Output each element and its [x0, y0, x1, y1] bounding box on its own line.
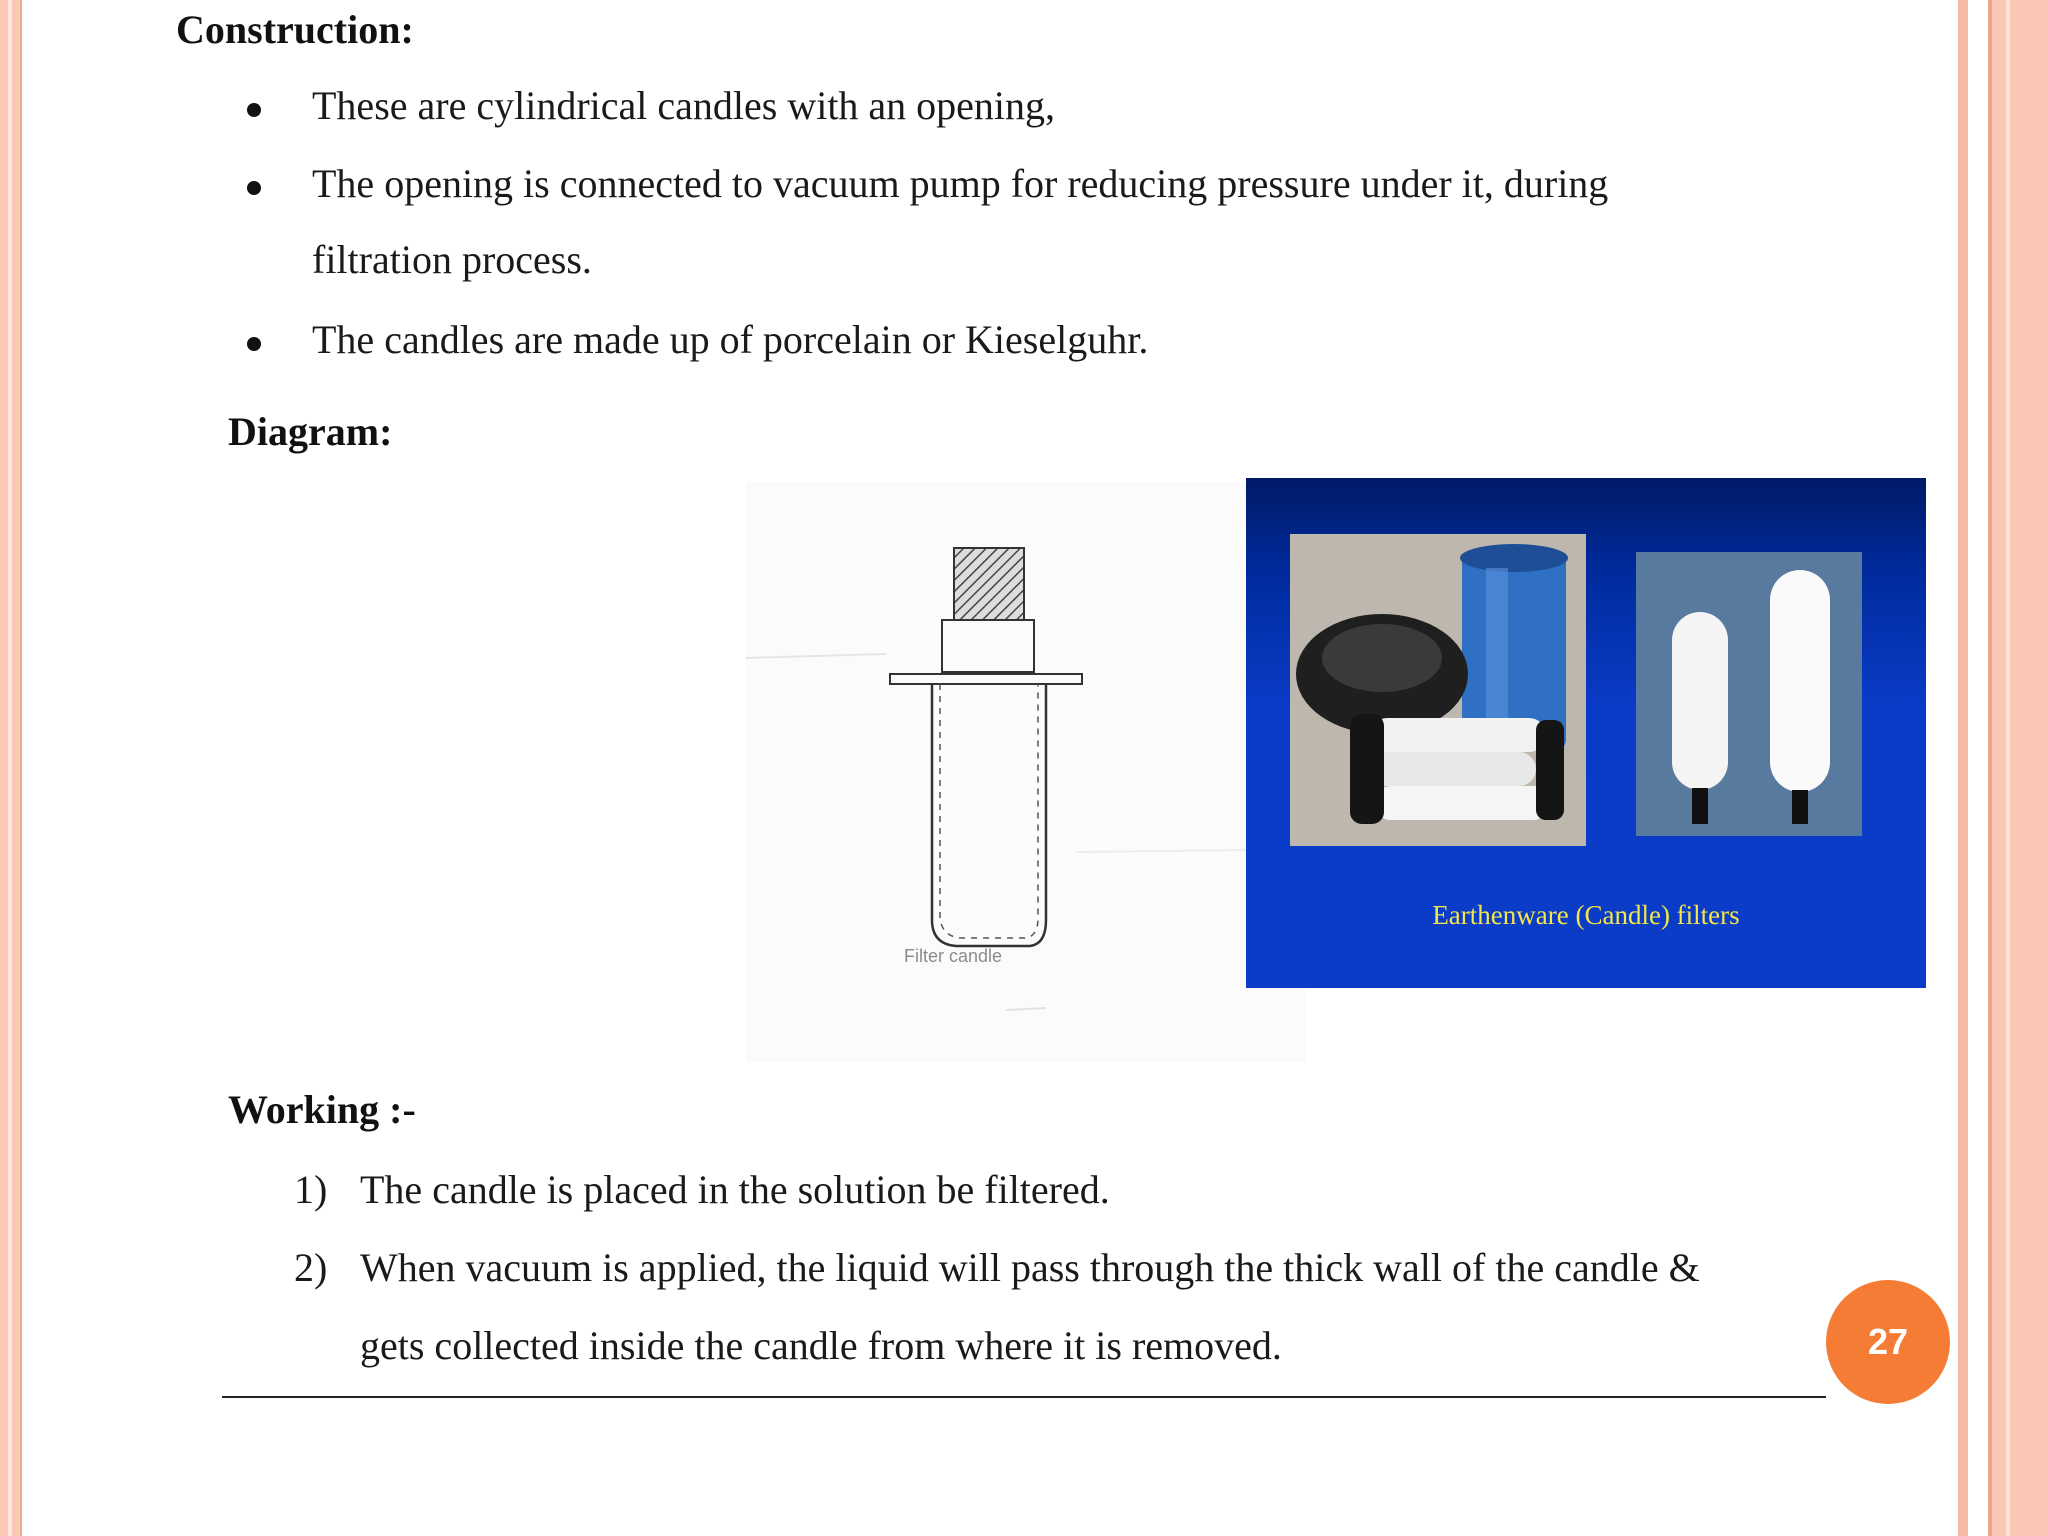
candle-filters-photo-panel [1246, 478, 1926, 988]
right-frame-line [1958, 0, 1968, 1536]
ceramic-candles-photo [1636, 552, 1862, 836]
filter-housing-photo [1290, 534, 1586, 846]
candle-filter-drawing [746, 482, 1306, 1062]
working-item-2-line-1: When vacuum is applied, the liquid will pass through the thick wall of the candle & [360, 1245, 1700, 1290]
construction-bullet-2-line-2: filtration process. [312, 237, 592, 282]
construction-bullet-1: These are cylindrical candles with an opening, [312, 83, 1056, 128]
working-item-2-line-2: gets collected inside the candle from where it is removed. [360, 1323, 1282, 1368]
diagram-heading: Diagram: [228, 409, 393, 454]
working-number-2: 2) [294, 1245, 328, 1290]
construction-bullet-3: The candles are made up of porcelain or Kieselguhr. [312, 317, 1149, 362]
photo-caption: Earthenware (Candle) filters [1432, 900, 1740, 930]
working-number-1: 1) [294, 1167, 328, 1212]
bullet-3 [247, 337, 261, 351]
candle-filter-sketch [746, 482, 1306, 1062]
construction-bullet-2-line-1: The opening is connected to vacuum pump for reducing pressure under it, during [312, 161, 1609, 206]
bottom-rule [222, 1396, 1826, 1398]
right-frame-gap [1968, 0, 1988, 1536]
right-frame-border [1988, 0, 2048, 1536]
bullet-1 [247, 103, 261, 117]
left-frame-stripe [8, 0, 12, 1536]
bullet-2 [247, 181, 261, 195]
construction-heading: Construction: [176, 7, 414, 52]
working-heading: Working :- [228, 1087, 416, 1132]
page-number-badge: 27 [1826, 1280, 1950, 1404]
working-item-1: The candle is placed in the solution be filtered. [360, 1167, 1110, 1212]
sketch-caption: Filter candle [904, 946, 1003, 966]
